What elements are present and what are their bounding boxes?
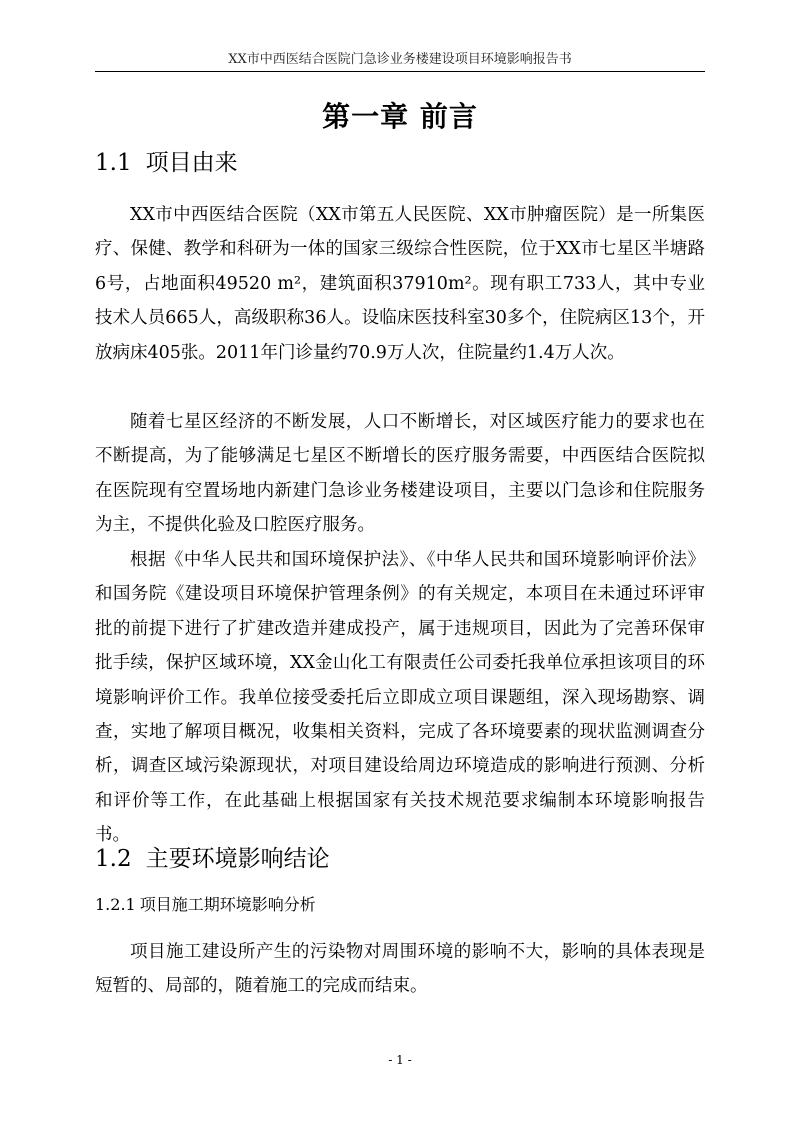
subsection-heading-1-2-1 (95, 893, 705, 917)
section-number: 1.2 (95, 846, 132, 872)
paragraph-construction-impact: 项目施工建设所产生的污染物对周围环境的影响不大，影响的具体表现是短暂的、局部的，随着施工的完成而结束。 (95, 942, 705, 997)
section-number: 1.1 (95, 150, 132, 176)
page-number: - 1 - (388, 1053, 412, 1067)
running-header: XX市中西医结合医院门急诊业务楼建设项目环境影响报告书 (228, 52, 572, 67)
header-rule (95, 71, 705, 72)
subsection-number: 1.2.1 (95, 895, 136, 914)
paragraph-development-need: 随着七星区经济的不断发展，人口不断增长，对区域医疗能力的要求也在不断提高，为了能够满足七星区不断增长的医疗服务需要，中西医结合医院拟在医院现有空置场地内新建门急诊业务楼建设项目，主要以门急诊和住院服务为主，不提供化验及口腔医疗服务。 (95, 412, 705, 536)
chapter-title: 第一章 前言 (322, 100, 478, 133)
paragraph-project-background: XX市中西医结合医院（XX市第五人民医院、XX市肿瘤医院）是一所集医疗、保健、教学和科研为一体的国家三级综合性医院，位于XX市七星区半塘路6号，占地面积49520 m²，建筑面积37910m²。现有职工733人，其中专业技术人员665人，高级职称36人。设临床医技科室30多个，住院病区13个，开放病床405张。2011年门诊量约70.9万人次，住院量约1.4万人次。 (95, 205, 705, 363)
subsection-title-text: 项目施工期环境影响分析 (139, 895, 316, 914)
section-title-text: 项目由来 (145, 150, 238, 176)
paragraph-legal-basis: 根据《中华人民共和国环境保护法》、《中华人民共和国环境影响评价法》和国务院《建设项目环境保护管理条例》的有关规定，本项目在未通过环评审批的前提下进行了扩建改造并建成投产，属于违规项目，因此为了完善环保审批手续，保护区域环境，XX金山化工有限责任公司委托我单位承担该项目的环境影响评价工作。我单位接受委托后立即成立项目课题组，深入现场勘察、调查，实地了解项目概况，收集相关资料，完成了各环境要素的现状监测调查分析，调查区域污染源现状，对项目建设给周边环境造成的影响进行预测、分析和评价等工作，在此基础上根据国家有关技术规范要求编制本环境影响报告书。 (95, 550, 705, 846)
section-heading-1-2 (95, 843, 705, 875)
section-heading-1-1 (95, 147, 705, 179)
section-title-text: 主要环境影响结论 (145, 846, 330, 872)
